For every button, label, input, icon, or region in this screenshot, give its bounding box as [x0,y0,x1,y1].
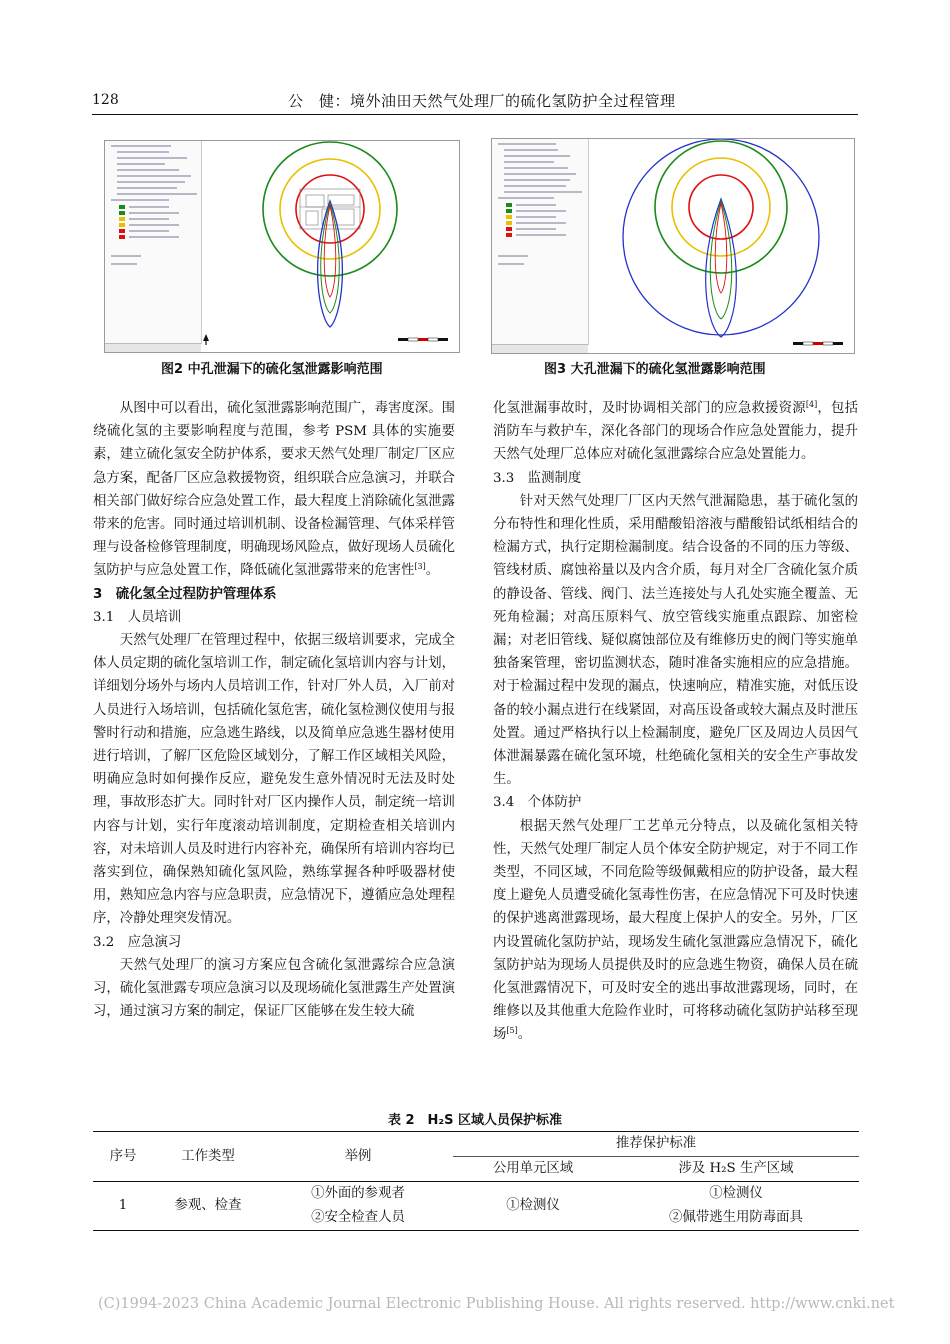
paragraph-drill: 天然气处理厂的演习方案应包含硫化氢泄露综合应急演习，硫化氢泄露专项应急演习以及现场硫化氢泄露生产处置演习，通过演习方案的制定，保证厂区能够在发生较大硫 [93,957,455,1020]
right-column [493,397,858,1047]
table-2-caption: 表 2 H₂S 区域人员保护标准 [387,1113,563,1128]
header-recommended: 推荐保护标准 [453,1132,859,1157]
left-column [93,397,455,1023]
cell-h2s-area-2: ②佩带逃生用防毒面具 [613,1206,859,1231]
table-row [93,1182,859,1207]
red-zone-circle [689,175,753,239]
plant-layout [300,189,360,229]
figure-2-layer-tree [105,141,202,344]
table-2 [93,1131,859,1231]
subsection-heading-3-1: 3.1 人员培训 [93,609,182,625]
cell-work-type: 参观、检查 [153,1182,263,1231]
cell-h2s-area-1: ①检测仪 [709,1186,763,1201]
figure-2-plume-map [202,141,458,351]
paragraph-intro: 从图中可以看出，硫化氢泄露影响范围广，毒害度深。围绕硫化氢的主要影响程度与范围，参考 PSM 具体的实施要素，建立硫化氢安全防护体系，要求天然气处理厂制定厂区应急方案，配备厂区应急救援物资，组织联合应急演习，并联合相关部门做好综合应急处置工作，最大程度上消除硫化氢泄露带来的危害。同时通过培训机制、设备检漏管理、气体采样管理与设备检修管理制度，明确现场风险点，做好现场人员硫化氢防护与应急处置工作，降低硫化氢泄露带来的危害性[3]。 [93,401,455,579]
figure-2-tabs [105,343,201,352]
page-number: 128 [92,92,119,108]
citation-5: [5] [506,1026,518,1036]
header-public-area: 公用单元区域 [453,1157,613,1182]
figure-3-layer-tree [492,139,589,345]
running-title: 公 健：境外油田天然气处理厂的硫化氢防护全过程管理 [288,92,676,110]
subsection-heading-3-3: 3.3 监测制度 [493,470,582,486]
figure-2-caption: 图2 中孔泄漏下的硫化氢泄露影响范围 [161,362,383,377]
header-seq: 序号 [93,1132,153,1182]
subsection-heading-3-4: 3.4 个体防护 [493,795,582,811]
paragraph-training: 天然气处理厂在管理过程中，依据三级培训要求，完成全体人员定期的硫化氢培训工作，制定硫化氢培训内容与计划，详细划分场外与场内人员培训工作，针对厂外人员，入厂前对人员进行入场培训，包括硫化氢危害，硫化氢检测仪使用与报警时行动和措施，应急逃生路线，以及简单应急逃生器材使用进行培训，了解厂区危险区域划分，了解工作区域相关风险，明确应急时如何操作反应，避免发生意外情况时无法及时处理，事故形态扩大。同时针对厂区内操作人员，制定统一培训内容与计划，实行年度滚动培训制度，定期检查相关培训内容，对未培训人员及时进行内容补充，确保所有培训内容均已落实到位，确保熟知硫化氢风险，熟练掌握各种呼吸器材使用，熟知应急内容与应急职责，应急情况下，遵循应急处理程序，冷静处理突发情况。 [93,633,455,927]
header-work-type: 工作类型 [153,1132,263,1182]
scale-bar [398,338,448,341]
green-zone-circle [655,141,787,273]
green-plume [710,201,731,319]
figure-3-plume-map [589,139,853,352]
cell-public-area: ①检测仪 [453,1182,613,1231]
cell-example-2: ②安全检查人员 [263,1206,453,1231]
subsection-heading-3-2: 3.2 应急演习 [93,934,182,950]
paragraph-protection: 根据天然气处理厂工艺单元分特点，以及硫化氢相关特性，天然气处理厂制定人员个体安全防护规定，对于不同工作类型，不同区域，不同危险等级佩戴相应的防护设备，最大程度上避免人员遭受硫化氢毒性伤害，在应急情况下可及时快速的保护逃离泄露现场，最大程度上保护人的安全。另外，厂区内设置硫化氢防护站，现场发生硫化氢泄露应急情况下，硫化氢防护站为现场人员提供及时的应急逃生物资，确保人员在硫化氢泄露情况下，可及时安全的逃出事故泄露现场，同时，在维修以及其他重大危险作业时，可将移动硫化氢防护站移至现场[5]。 [493,818,858,1043]
paragraph-monitoring: 针对天然气处理厂厂区内天然气泄漏隐患，基于硫化氢的分布特性和理化性质，采用醋酸铅溶液与醋酸铅试纸相结合的检漏方式，执行定期检漏制度。结合设备的不同的压力等级、管线材质、腐蚀裕量以及内含介质，每月对全厂含硫化氢介质的静设备、管线、阀门、法兰连接处与人孔处实施全覆盖、无死角检漏；对高压原料气、放空管线实施重点跟踪、加密检漏；对老旧管线、疑似腐蚀部位及有维修历史的阀门等实施单独备案管理，密切监测状态，随时准备实施相应的应急措施。对于检漏过程中发现的漏点，快速响应，精准实施，对低压设备的较小漏点进行在线紧固，对高压设备或较大漏点及时泄压处置。通过严格执行以上检漏制度，避免厂区及周边人员因气体泄漏暴露在硫化氢环境，杜绝硫化氢相关的安全生产事故发生。 [493,493,858,788]
paragraph-drill-continued: 化氢泄漏事故时，及时协调相关部门的应急救援资源[4]，包括消防车与救护车，深化各部门的现场合作应急处置能力，提升天然气处理厂总体应对硫化氢泄露综合应急处置能力。 [493,400,859,463]
yellow-zone-circle [672,158,770,256]
figure-3-tabs [492,344,588,353]
scale-bar [793,342,843,345]
cell-seq: 1 [93,1182,153,1231]
cnki-copyright-footer: (C)1994-2023 China Academic Journal Electronic Publishing House. All rights reserved. http://www.cnki.net [98,1296,895,1312]
figure-3-caption: 图3 大孔泄漏下的硫化氢泄露影响范围 [544,362,766,377]
header-example: 举例 [263,1132,453,1182]
figure-2-screenshot [104,140,460,353]
section-heading-3: 3 硫化氢全过程防护管理体系 [93,586,277,602]
header-h2s-area: 涉及 H₂S 生产区域 [613,1157,859,1182]
citation-4: [4] [805,400,818,409]
blue-zone-circle [623,139,819,335]
citation-3: [3] [414,562,426,572]
cell-example-1: ①外面的参观者 [311,1186,405,1201]
figure-3-screenshot [491,138,855,354]
header-divider [92,114,858,115]
blue-plume-outer [318,201,343,327]
